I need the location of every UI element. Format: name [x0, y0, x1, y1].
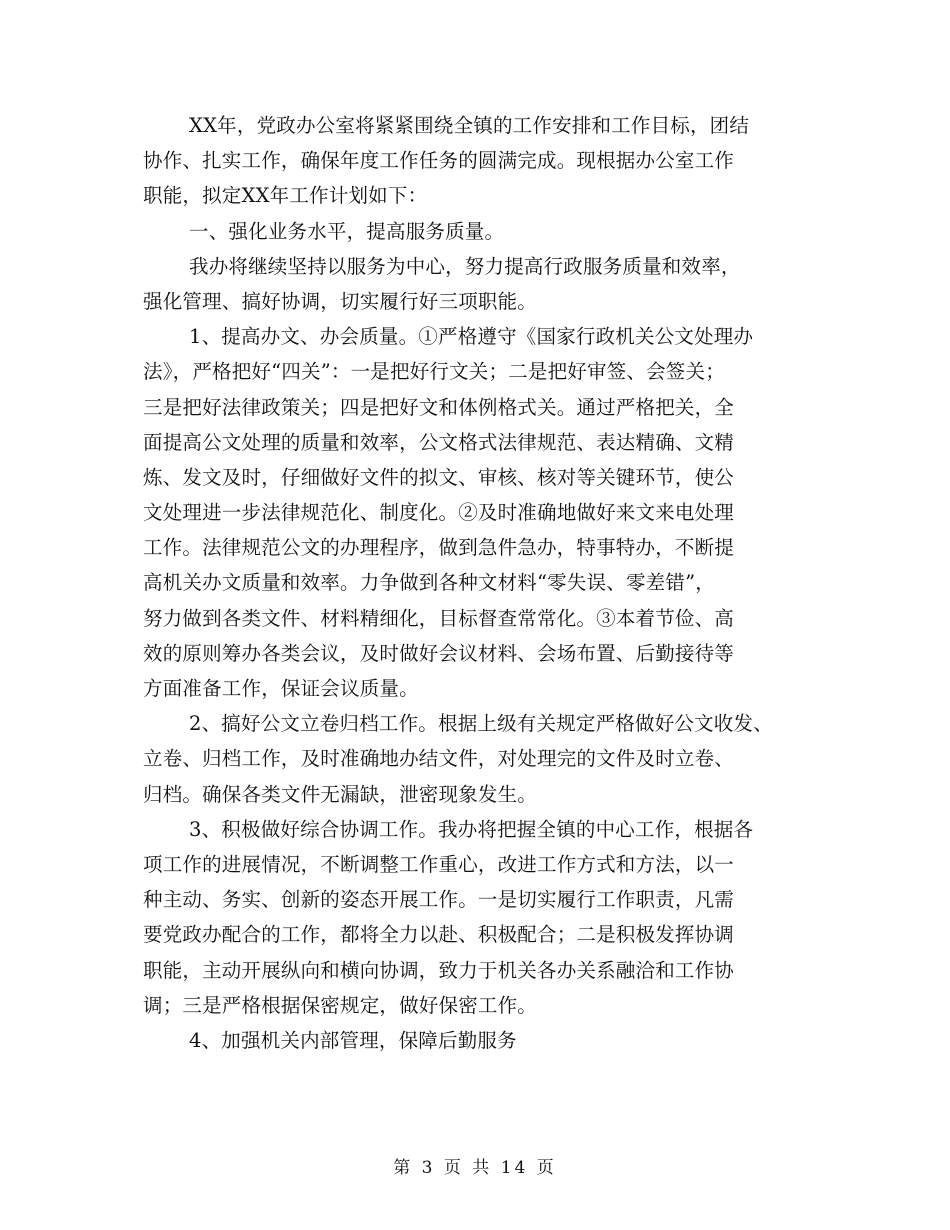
text-line: 工作。法律规范公文的办理程序，做到急件急办，特事特办，不断提 [143, 536, 735, 560]
text-line: 强化管理、搞好协调，切实履行好三项职能。 [143, 289, 538, 313]
text-line: 种主动、务实、创新的姿态开展工作。一是切实履行工作职责，凡需 [143, 888, 735, 912]
text-line: 我办将继续坚持以服务为中心，努力提高行政服务质量和效率， [189, 254, 741, 278]
text-line: 立卷、归档工作，及时准确地办结文件，对处理完的文件及时立卷、 [143, 747, 735, 771]
section-heading: 一、强化业务水平，提高服务质量。 [189, 219, 505, 243]
text-line: 协作、扎实工作，确保年度工作任务的圆满完成。现根据办公室工作 [143, 149, 735, 173]
page-footer: 第 3 页 共 14 页 [393, 1158, 557, 1178]
text-line: 4、加强机关内部管理，保障后勤服务 [189, 1028, 517, 1052]
text-line: 3、积极做好综合协调工作。我办将把握全镇的中心工作，根据各 [189, 817, 754, 841]
text-line: 文处理进一步法律规范化、制度化。②及时准确地做好来文来电处理 [143, 501, 735, 525]
text-line: 高机关办文质量和效率。力争做到各种文材料“零失误、零差错”， [143, 571, 715, 595]
text-line: 职能，主动开展纵向和横向协调，致力于机关各办关系融洽和工作协 [143, 958, 735, 982]
text-line: 努力做到各类文件、材料精细化，目标督查常常化。③本着节俭、高 [143, 606, 735, 630]
text-line: 要党政办配合的工作，都将全力以赴、积极配合；二是积极发挥协调 [143, 923, 735, 947]
text-line: 归档。确保各类文件无漏缺，泄密现象发生。 [143, 782, 538, 806]
text-line: 1、提高办文、办会质量。①严格遵守《国家行政机关公文处理办 [189, 325, 754, 349]
text-line: 法》，严格把好“四关”：一是把好行文关；二是把好审签、会签关； [143, 360, 725, 384]
body-text [143, 108, 833, 1058]
text-line: 效的原则筹办各类会议，及时做好会议材料、会场布置、后勤接待等 [143, 641, 735, 665]
text-line: 方面准备工作，保证会议质量。 [143, 677, 419, 700]
text-line: 面提高公文处理的质量和效率，公文格式法律规范、表达精确、文精 [143, 430, 735, 454]
text-line: 炼、发文及时，仔细做好文件的拟文、审核、核对等关键环节，使公 [143, 465, 735, 489]
text-line: 三是把好法律政策关；四是把好文和体例格式关。通过严格把关，全 [143, 395, 735, 419]
text-line: XX年，党政办公室将紧紧围绕全镇的工作安排和工作目标，团结 [189, 114, 750, 137]
text-line: 职能，拟定XX年工作计划如下： [143, 184, 428, 208]
text-line: 2、搞好公文立卷归档工作。根据上级有关规定严格做好公文收发、 [189, 712, 773, 736]
text-line: 调；三是严格根据保密规定，做好保密工作。 [143, 993, 538, 1017]
text-line: 项工作的进展情况，不断调整工作重心，改进工作方式和方法，以一 [143, 852, 735, 876]
